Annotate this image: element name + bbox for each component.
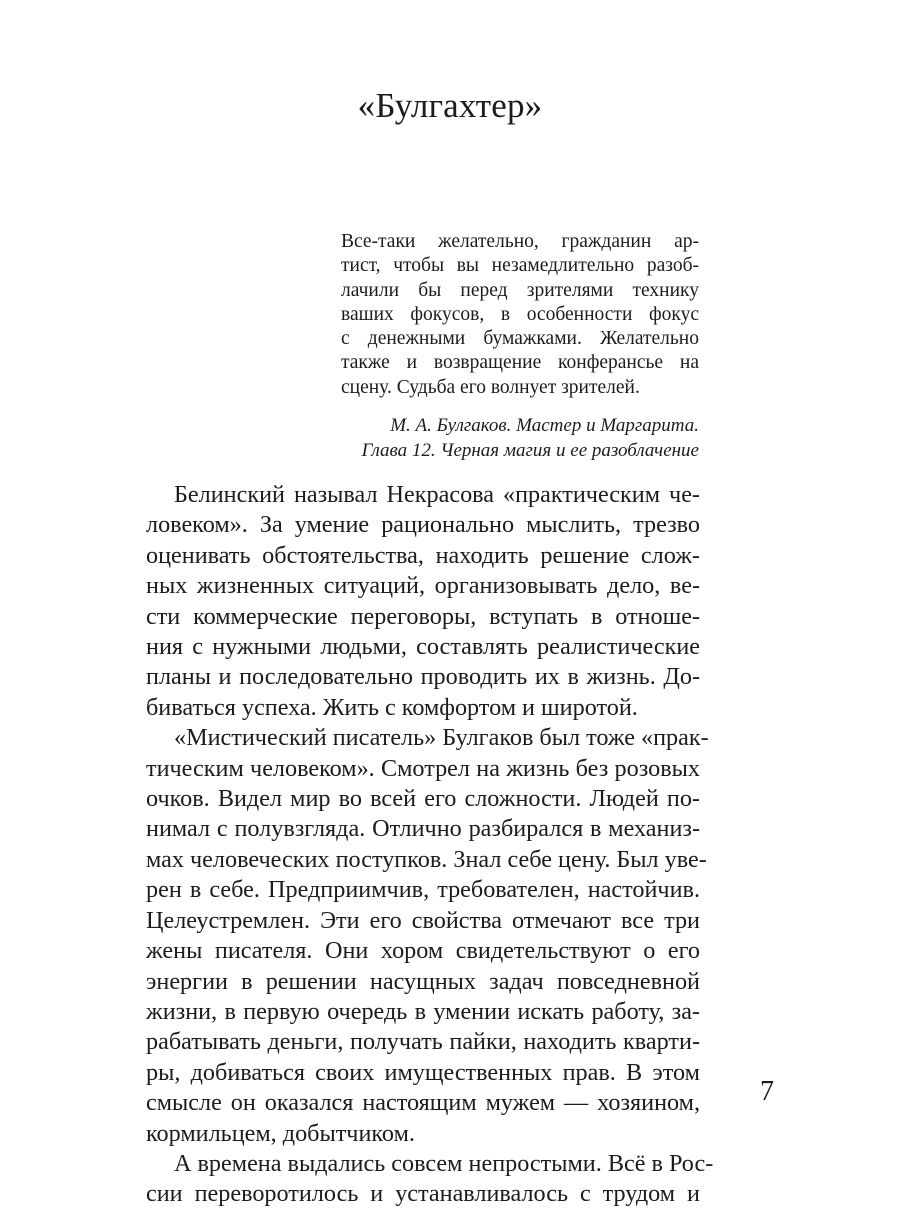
text-line: ных жизненных ситуаций, организовывать дело, ве- <box>146 572 700 600</box>
paragraph-last-line: кормильцем, добытчиком. <box>146 1119 415 1147</box>
epigraph-source-line: Глава 12. Черная магия и ее разоблачение <box>361 440 699 462</box>
epigraph-attribution <box>341 413 699 463</box>
main-text <box>146 480 714 1210</box>
text-line: энергии в решении насущных задач повседневной <box>146 967 700 995</box>
chapter-title: «Булгахтер» <box>357 86 543 125</box>
epigraph-line: лачили бы перед зрителями технику <box>341 279 699 301</box>
text-line: нимал с полувзгляда. Отлично разбирался в механиз- <box>146 815 700 843</box>
text-line: смысле он оказался настоящим мужем — хозяином, <box>146 1089 700 1117</box>
paragraph-first-line: Белинский называл Некрасова «практическим че- <box>174 481 700 508</box>
paragraph-first-line: А времена выдались совсем непростыми. Всё в Рос- <box>174 1149 714 1177</box>
text-line: очков. Видел мир во всей его сложности. Людей по- <box>146 785 700 813</box>
paragraph-first-line: «Мистический писатель» Булгаков был тоже «прак- <box>174 724 709 752</box>
text-line: планы и последовательно проводить их в жизнь. До- <box>146 663 700 691</box>
page-number: 7 <box>760 1076 774 1107</box>
text-line: ры, добиваться своих имущественных прав. В этом <box>146 1058 700 1086</box>
epigraph-line: также и возвращение конферансье на <box>341 352 699 374</box>
epigraph-line: с денежными бумажками. Желательно <box>341 328 699 350</box>
text-line: жены писателя. Они хором свидетельствуют о его <box>146 937 700 965</box>
text-line: рен в себе. Предприимчив, требователен, настойчив. <box>146 876 700 904</box>
text-line: оценивать обстоятельства, находить решение слож- <box>146 541 700 569</box>
text-line: рабатывать деньги, получать пайки, находить кварти- <box>146 1028 700 1056</box>
text-line: сти коммерческие переговоры, вступать в отноше- <box>146 602 700 630</box>
epigraph-line: ваших фокусов, в особенности фокус <box>341 303 699 325</box>
epigraph <box>341 230 699 463</box>
text-line: жизни, в первую очередь в умении искать работу, за- <box>146 997 700 1025</box>
text-line: мах человеческих поступков. Знал себе цену. Был уве- <box>146 845 707 873</box>
epigraph-line: тист, чтобы вы незамедлительно разоб- <box>341 255 699 277</box>
epigraph-line: сцену. Судьба его волнует зрителей. <box>341 376 640 398</box>
text-line: ловеком». За умение рационально мыслить, трезво <box>146 511 700 539</box>
text-line: сии переворотилось и устанавливалось с трудом и <box>146 1180 700 1208</box>
text-line: Целеустремлен. Эти его свойства отмечают все три <box>146 906 700 934</box>
epigraph-line: Все-таки желательно, гражданин ар- <box>341 231 699 252</box>
text-line: ния с нужными людьми, составлять реалистические <box>146 633 700 661</box>
epigraph-source-line: М. А. Булгаков. Мастер и Маргарита. <box>390 415 699 437</box>
paragraph-last-line: биваться успеха. Жить с комфортом и широтой. <box>146 693 638 721</box>
text-line: тическим человеком». Смотрел на жизнь без розовых <box>146 754 700 782</box>
